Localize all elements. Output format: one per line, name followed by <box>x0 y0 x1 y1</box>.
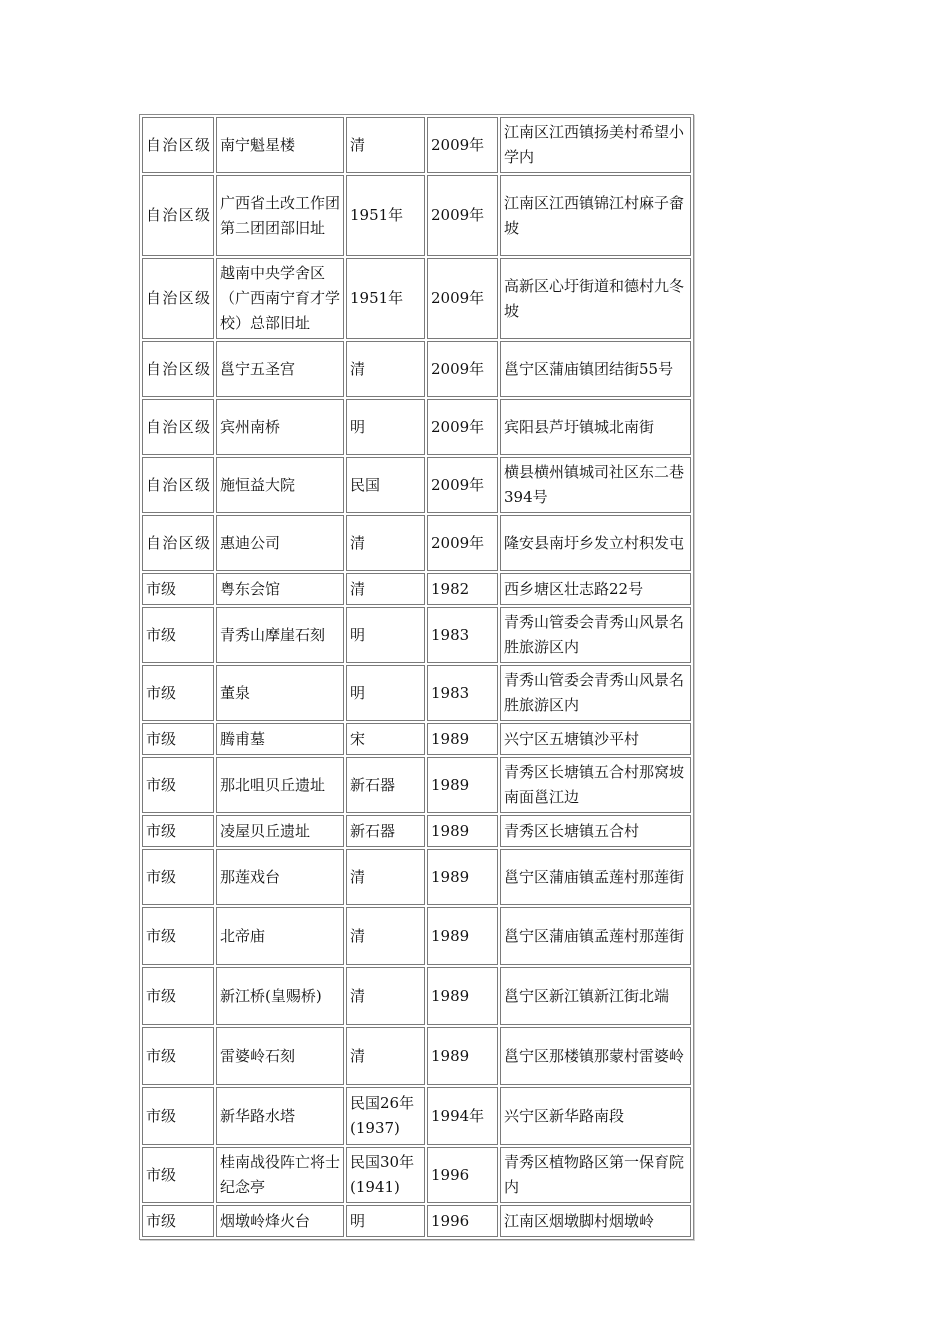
site-name-cell: 北帝庙 <box>216 907 344 965</box>
listed-year-cell: 1982 <box>427 573 498 605</box>
protection-level-cell: 自治区级 <box>142 117 214 173</box>
listed-year-cell: 1989 <box>427 815 498 847</box>
table-row <box>142 1205 691 1237</box>
table-row <box>142 967 691 1025</box>
era-cell: 民国26年(1937) <box>346 1087 425 1145</box>
era-cell: 明 <box>346 607 425 663</box>
site-name-cell: 青秀山摩崖石刻 <box>216 607 344 663</box>
table-row <box>142 258 691 339</box>
site-name-cell: 南宁魁星楼 <box>216 117 344 173</box>
protection-level-cell: 市级 <box>142 1087 214 1145</box>
table-row <box>142 573 691 605</box>
site-name-cell: 广西省土改工作团第二团团部旧址 <box>216 175 344 256</box>
protection-level-cell: 市级 <box>142 757 214 813</box>
listed-year-cell: 1983 <box>427 607 498 663</box>
table-row <box>142 117 691 173</box>
protection-level-cell: 市级 <box>142 849 214 905</box>
table-row <box>142 665 691 721</box>
location-cell: 隆安县南圩乡发立村积发屯 <box>500 515 691 571</box>
site-name-cell: 腾甫墓 <box>216 723 344 755</box>
protection-level-cell: 自治区级 <box>142 515 214 571</box>
listed-year-cell: 1996 <box>427 1147 498 1203</box>
era-cell: 清 <box>346 341 425 397</box>
era-cell: 明 <box>346 665 425 721</box>
site-name-cell: 雷婆岭石刻 <box>216 1027 344 1085</box>
location-cell: 西乡塘区壮志路22号 <box>500 573 691 605</box>
era-cell: 清 <box>346 907 425 965</box>
location-cell: 高新区心圩街道和德村九冬坡 <box>500 258 691 339</box>
era-cell: 清 <box>346 849 425 905</box>
era-cell: 明 <box>346 1205 425 1237</box>
listed-year-cell: 1994年 <box>427 1087 498 1145</box>
location-cell: 邕宁区蒲庙镇孟莲村那莲街 <box>500 907 691 965</box>
era-cell: 清 <box>346 1027 425 1085</box>
protection-level-cell: 市级 <box>142 573 214 605</box>
era-cell: 民国 <box>346 457 425 513</box>
listed-year-cell: 1989 <box>427 849 498 905</box>
table-row <box>142 399 691 455</box>
protection-level-cell: 自治区级 <box>142 175 214 256</box>
listed-year-cell: 1983 <box>427 665 498 721</box>
table-row <box>142 815 691 847</box>
protection-level-cell: 自治区级 <box>142 399 214 455</box>
era-cell: 新石器 <box>346 815 425 847</box>
listed-year-cell: 2009年 <box>427 117 498 173</box>
table-row <box>142 515 691 571</box>
location-cell: 宾阳县芦圩镇城北南街 <box>500 399 691 455</box>
protection-level-cell: 市级 <box>142 607 214 663</box>
location-cell: 青秀区植物路区第一保育院内 <box>500 1147 691 1203</box>
listed-year-cell: 1989 <box>427 1027 498 1085</box>
listed-year-cell: 2009年 <box>427 341 498 397</box>
location-cell: 兴宁区五塘镇沙平村 <box>500 723 691 755</box>
protection-level-cell: 市级 <box>142 1027 214 1085</box>
table-body <box>142 117 691 1237</box>
table-row <box>142 757 691 813</box>
table-row <box>142 341 691 397</box>
table-row <box>142 457 691 513</box>
heritage-sites-table <box>139 114 694 1240</box>
era-cell: 1951年 <box>346 175 425 256</box>
listed-year-cell: 1989 <box>427 723 498 755</box>
table-row <box>142 1087 691 1145</box>
location-cell: 邕宁区新江镇新江街北端 <box>500 967 691 1025</box>
location-cell: 兴宁区新华路南段 <box>500 1087 691 1145</box>
listed-year-cell: 1989 <box>427 907 498 965</box>
protection-level-cell: 市级 <box>142 723 214 755</box>
era-cell: 清 <box>346 573 425 605</box>
site-name-cell: 粤东会馆 <box>216 573 344 605</box>
site-name-cell: 新江桥(皇赐桥) <box>216 967 344 1025</box>
era-cell: 清 <box>346 117 425 173</box>
location-cell: 青秀山管委会青秀山风景名胜旅游区内 <box>500 665 691 721</box>
era-cell: 1951年 <box>346 258 425 339</box>
site-name-cell: 那莲戏台 <box>216 849 344 905</box>
protection-level-cell: 自治区级 <box>142 457 214 513</box>
table-row <box>142 1147 691 1203</box>
era-cell: 明 <box>346 399 425 455</box>
protection-level-cell: 市级 <box>142 967 214 1025</box>
site-name-cell: 施恒益大院 <box>216 457 344 513</box>
protection-level-cell: 自治区级 <box>142 258 214 339</box>
site-name-cell: 新华路水塔 <box>216 1087 344 1145</box>
listed-year-cell: 2009年 <box>427 399 498 455</box>
location-cell: 江南区烟墩脚村烟墩岭 <box>500 1205 691 1237</box>
site-name-cell: 惠迪公司 <box>216 515 344 571</box>
listed-year-cell: 2009年 <box>427 258 498 339</box>
listed-year-cell: 2009年 <box>427 175 498 256</box>
location-cell: 邕宁区蒲庙镇团结街55号 <box>500 341 691 397</box>
table-row <box>142 1027 691 1085</box>
era-cell: 新石器 <box>346 757 425 813</box>
site-name-cell: 凌屋贝丘遗址 <box>216 815 344 847</box>
site-name-cell: 那北咀贝丘遗址 <box>216 757 344 813</box>
site-name-cell: 邕宁五圣宫 <box>216 341 344 397</box>
location-cell: 青秀山管委会青秀山风景名胜旅游区内 <box>500 607 691 663</box>
listed-year-cell: 1989 <box>427 967 498 1025</box>
protection-level-cell: 自治区级 <box>142 341 214 397</box>
protection-level-cell: 市级 <box>142 665 214 721</box>
table-row <box>142 723 691 755</box>
protection-level-cell: 市级 <box>142 1205 214 1237</box>
location-cell: 青秀区长塘镇五合村 <box>500 815 691 847</box>
location-cell: 江南区江西镇扬美村希望小学内 <box>500 117 691 173</box>
location-cell: 邕宁区蒲庙镇孟莲村那莲街 <box>500 849 691 905</box>
listed-year-cell: 2009年 <box>427 457 498 513</box>
era-cell: 宋 <box>346 723 425 755</box>
site-name-cell: 越南中央学舍区（广西南宁育才学校）总部旧址 <box>216 258 344 339</box>
era-cell: 清 <box>346 515 425 571</box>
listed-year-cell: 2009年 <box>427 515 498 571</box>
protection-level-cell: 市级 <box>142 1147 214 1203</box>
site-name-cell: 宾州南桥 <box>216 399 344 455</box>
protection-level-cell: 市级 <box>142 815 214 847</box>
table-row <box>142 607 691 663</box>
table-row <box>142 907 691 965</box>
listed-year-cell: 1996 <box>427 1205 498 1237</box>
era-cell: 民国30年(1941) <box>346 1147 425 1203</box>
location-cell: 江南区江西镇锦江村麻子畲坡 <box>500 175 691 256</box>
site-name-cell: 烟墩岭烽火台 <box>216 1205 344 1237</box>
site-name-cell: 董泉 <box>216 665 344 721</box>
protection-level-cell: 市级 <box>142 907 214 965</box>
location-cell: 邕宁区那楼镇那蒙村雷婆岭 <box>500 1027 691 1085</box>
listed-year-cell: 1989 <box>427 757 498 813</box>
table-row <box>142 849 691 905</box>
location-cell: 青秀区长塘镇五合村那窝坡南面邕江边 <box>500 757 691 813</box>
era-cell: 清 <box>346 967 425 1025</box>
table-row <box>142 175 691 256</box>
location-cell: 横县横州镇城司社区东二巷394号 <box>500 457 691 513</box>
site-name-cell: 桂南战役阵亡将士纪念亭 <box>216 1147 344 1203</box>
